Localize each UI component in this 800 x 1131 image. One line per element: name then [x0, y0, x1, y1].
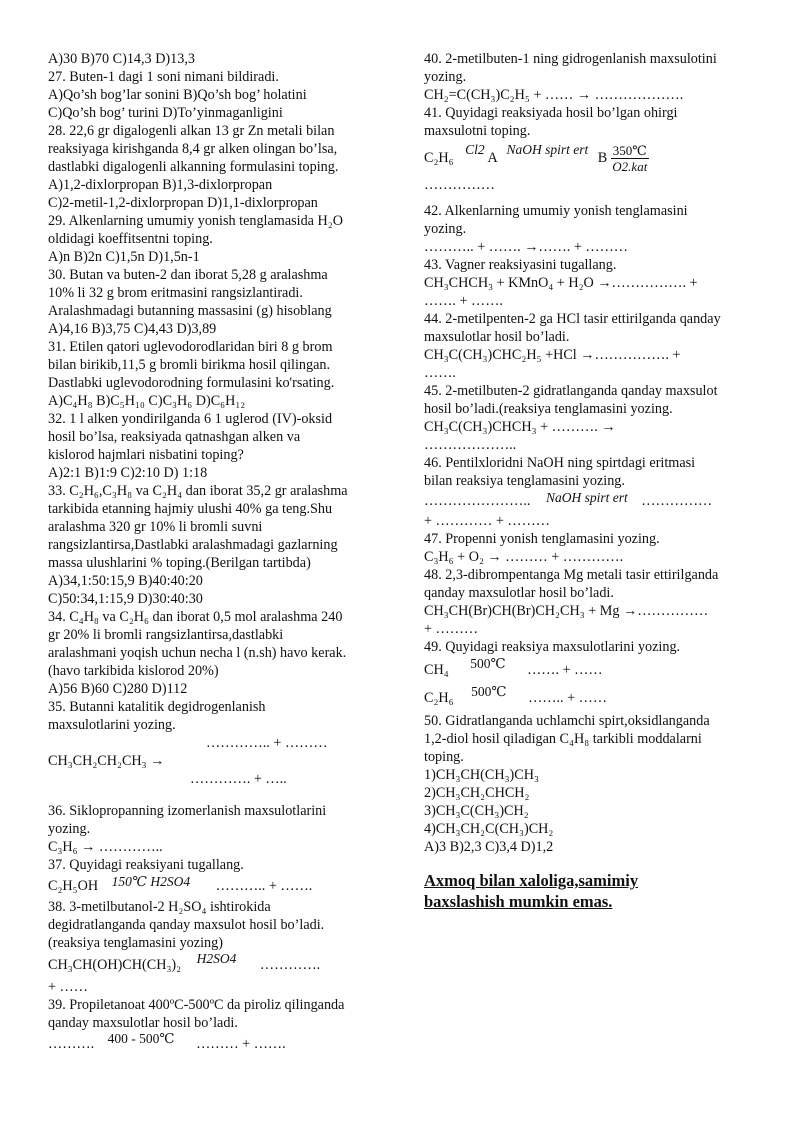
- q37-catalyst: 150℃ H2SO4: [111, 874, 191, 889]
- text-line: 43. Vagner reaksiyasini tugallang.: [424, 257, 617, 273]
- text-line: 50. Gidratlanganda uchlamchi spirt,oksidlanganda: [424, 713, 710, 729]
- text-line: Aralashmadagi butanning massasini (g) hisoblang: [48, 303, 332, 319]
- text-line: 37. Quyidagi reaksiyani tugallang.: [48, 857, 244, 873]
- text-line: 40. 2-metilbuten-1 ning gidrogenlanish maxsulotini: [424, 51, 717, 67]
- text-line: 3)CH₃C(CH₃)CH₂: [424, 803, 529, 819]
- q49-catalyst-1: 500℃: [470, 656, 506, 671]
- q39-blank: ……… + …….: [196, 1036, 286, 1052]
- text-line: 1)CH₃CH(CH₃)CH₃: [424, 767, 539, 783]
- text-line: qanday maxsulotlar hosil bo’ladi.: [424, 585, 614, 601]
- text-line: 2)CH₃CH₂CHCH₂: [424, 785, 530, 801]
- text-line: CH₃C(CH₃)CHC₂H₅ +HCl →……………. +: [424, 347, 681, 363]
- q41-catalyst: O2.kat: [612, 159, 648, 175]
- left-column: [48, 50, 388, 1056]
- text-line: 36. Siklopropanning izomerlanish maxsulotlarini: [48, 803, 327, 819]
- q41-blank: ……………: [424, 177, 495, 193]
- text-line: A)2:1 B)1:9 C)2:10 D) 1:18: [48, 465, 208, 481]
- text-line: yozing.: [424, 221, 467, 237]
- q35-blank-1: ………….. + ………: [206, 735, 328, 751]
- text-line: (reaksiya tenglamasini yozing): [48, 935, 223, 951]
- text-line: …….: [424, 365, 456, 381]
- text-line: 44. 2-metilpenten-2 ga HCl tasir ettirilganda qanday: [424, 311, 721, 327]
- text-line: kislorod hajmlari nisbatini toping?: [48, 447, 244, 463]
- q38-blank: ………….: [259, 957, 321, 973]
- text-line: aralashmani yoqish uchun necha l (n.sh) havo kerak.: [48, 645, 347, 661]
- text-line: qanday maxsulotlar hosil bo’ladi.: [48, 1015, 238, 1031]
- text-line: 31. Etilen qatori uglevodorodlaridan biri 8 g brom: [48, 339, 333, 355]
- text-line: yozing.: [48, 821, 91, 837]
- text-line: 1,2-diol hosil qiladigan C₄H₈ tarkibli moddalarni: [424, 731, 702, 747]
- text-line: ……. + …….: [424, 293, 503, 309]
- text-line: 42. Alkenlarning umumiy yonish tenglamasini: [424, 203, 688, 219]
- text-line: 47. Propenni yonish tenglamasini yozing.: [424, 531, 660, 547]
- q37-blank: ……….. + …….: [215, 878, 313, 894]
- text-line: C)Qo’sh bog’ turini D)To’yinmaganligini: [48, 105, 283, 121]
- q38-tail: + ……: [48, 979, 88, 995]
- text-line: gr 20% li bromli rangsizlantirsa,dastlabki: [48, 627, 284, 643]
- text-line: CH₃CH(Br)CH(Br)CH₂CH₃ + Mg →……………: [424, 603, 709, 619]
- text-line: 49. Quyidagi reaksiya maxsulotlarini yozing.: [424, 639, 681, 655]
- text-line: hosil bo’ladi.(reaksiya tenglamasini yozing.: [424, 401, 673, 417]
- q49-ch4: CH₄: [424, 662, 449, 678]
- right-column: [424, 50, 760, 912]
- text-line: 27. Buten-1 dagi 1 soni nimani bildiradi.: [48, 69, 279, 85]
- left-text-block: [48, 50, 388, 734]
- text-line: + ………: [424, 621, 479, 637]
- text-line: A)34,1:50:15,9 B)40:40:20: [48, 573, 203, 589]
- q41-b: B: [597, 150, 608, 166]
- text-line: oldidagi koeffitsentni toping.: [48, 231, 213, 247]
- q41-conditions: [611, 143, 649, 174]
- q46-blank: …………………..: [424, 493, 531, 509]
- text-line: degidratlanganda qanday maxsulot hosil bo’ladi.: [48, 917, 325, 933]
- text-line: A)n B)2n C)1,5n D)1,5n-1: [48, 249, 200, 265]
- motto-line-1: Axmoq bilan xaloliga,samimiy: [424, 871, 639, 890]
- text-line: 33. C₂H₆,C₃H₈ va C₂H₄ dan iborat 35,2 gr aralashma: [48, 483, 348, 499]
- q46-equation: [424, 490, 760, 512]
- q39-equation: [48, 1032, 388, 1056]
- text-line: 28. 22,6 gr digalogenli alkan 13 gr Zn metali bilan: [48, 123, 335, 139]
- text-line: ………………..: [424, 437, 517, 453]
- q49-blank-1: ……. + ……: [527, 662, 603, 678]
- q49-equation-2: [424, 684, 760, 712]
- text-line: 41. Quyidagi reaksiyada hosil bo’lgan ohirgi: [424, 105, 678, 121]
- text-line: A)C₄H₈ B)C₅H₁₀ C)C₃H₆ D)C₆H₁₂: [48, 393, 246, 409]
- text-line: rangsizlantirsa,Dastlabki aralashmadagi gazlarning: [48, 537, 338, 553]
- text-line: + ………… + ………: [424, 513, 550, 529]
- q46-blank-2: ……………: [641, 493, 713, 509]
- right-text-block: [424, 50, 760, 140]
- q35-formula: CH₃CH₂CH₂CH₃ →: [48, 753, 165, 769]
- right-text-block-2: [424, 202, 760, 490]
- text-line: 38. 3-metilbutanol-2 H₂SO₄ ishtirokida: [48, 899, 271, 915]
- text-line: tarkibida etanning hajmiy ulushi 40% ga teng.Shu: [48, 501, 333, 517]
- q39-block: [48, 996, 388, 1032]
- text-line: A)30 B)70 C)14,3 D)13,3: [48, 51, 195, 67]
- text-line: aralashma 320 gr 10% li bromli suvni: [48, 519, 263, 535]
- text-line: dastlabki digalogenli alkanning formulasini toping.: [48, 159, 339, 175]
- motto-line-2: baxslashish mumkin emas.: [424, 892, 613, 911]
- text-line: C₃H₆ → …………..: [48, 839, 163, 855]
- text-line: C)2-metil-1,2-dixlorpropan D)1,1-dixlorpropan: [48, 195, 318, 211]
- text-line: (havo tarkibida kislorod 20%): [48, 663, 219, 679]
- q37-formula: C₂H₅OH: [48, 878, 99, 894]
- text-line: 32. 1 l alken yondirilganda 6 1 uglerod (IV)-oksid: [48, 411, 333, 427]
- text-line: A)4,16 B)3,75 C)4,43 D)3,89: [48, 321, 217, 337]
- text-line: 35. Butanni katalitik degidrogenlanish: [48, 699, 266, 715]
- q41-reactant: C₂H₆: [424, 150, 454, 166]
- text-line: maxsulotlar hosil bo’ladi.: [424, 329, 570, 345]
- text-line: hosil bo’lsa, reaksiyada qatnashgan alken va: [48, 429, 301, 445]
- text-line: A)Qo’sh bog’lar sonini B)Qo’sh bog’ holatini: [48, 87, 307, 103]
- text-line: maxsulotlarini yozing.: [48, 717, 176, 733]
- text-line: A)56 B)60 C)280 D)112: [48, 681, 188, 697]
- q38-block: [48, 898, 388, 952]
- q49-equation-1: [424, 656, 760, 684]
- text-line: Dastlabki uglevodorodning formulasini ko'rsating.: [48, 375, 335, 391]
- q35-blank-2: …………. + …..: [190, 771, 287, 787]
- q46-catalyst: NaOH spirt ert: [545, 490, 628, 505]
- text-line: 48. 2,3-dibrompentanga Mg metali tasir ettirilganda: [424, 567, 719, 583]
- q37-equation: [48, 874, 388, 898]
- text-line: toping.: [424, 749, 464, 765]
- text-line: A)3 B)2,3 C)3,4 D)1,2: [424, 839, 554, 855]
- text-line: maxsulotni toping.: [424, 123, 531, 139]
- text-line: 4)CH₃CH₂C(CH₃)CH₂: [424, 821, 554, 837]
- q38-equation: [48, 952, 388, 978]
- text-line: bilan reaksiya tenglamasini yozing.: [424, 473, 625, 489]
- text-line: 30. Butan va buten-2 dan iborat 5,28 g aralashma: [48, 267, 328, 283]
- q38-catalyst: H2SO4: [196, 951, 237, 966]
- q39-catalyst: 400 - 500℃: [107, 1031, 175, 1046]
- text-line: massa ulushlarini % toping.(Berilgan tartibda): [48, 555, 311, 571]
- q38-formula: CH₃CH(OH)CH(CH₃)₂: [48, 957, 182, 973]
- q49-catalyst-2: 500℃: [471, 684, 507, 699]
- q49-blank-2: …….. + ……: [528, 690, 608, 706]
- q41-cl2: Cl2: [465, 142, 485, 157]
- text-line: bilan birikib,11,5 g bromli birikma hosil qilingan.: [48, 357, 331, 373]
- text-line: reaksiyaga kirishganda 8,4 gr alken olingan bo’lsa,: [48, 141, 338, 157]
- q49-c2h6: C₂H₆: [424, 690, 454, 706]
- text-line: ……….. + ……. →……. + ………: [424, 239, 628, 255]
- text-line: CH₃CHCH₃ + KMnO₄ + H₂O →……………. +: [424, 275, 698, 291]
- q41-temp: 350℃: [612, 143, 647, 159]
- q39-start: ……….: [48, 1036, 95, 1052]
- text-line: 29. Alkenlarning umumiy yonish tenglamasida H₂O: [48, 213, 343, 229]
- text-line: 39. Propiletanoat 400ºC-500ºC da piroliz qilinganda: [48, 997, 345, 1013]
- q41-equation: [424, 140, 760, 176]
- right-text-block-3: [424, 512, 760, 656]
- text-line: 10% li 32 g brom eritmasini rangsizlantiradi.: [48, 285, 303, 301]
- text-line: 45. 2-metilbuten-2 gidratlanganda qanday maxsulot: [424, 383, 718, 399]
- q41-naoh: NaOH spirt ert: [506, 142, 589, 157]
- text-line: 34. C₄H₈ va C₂H₆ dan iborat 0,5 mol aralashma 240: [48, 609, 343, 625]
- text-line: CH₃C(CH₃)CHCH₃ + ………. →: [424, 419, 616, 435]
- text-line: yozing.: [424, 69, 467, 85]
- text-line: 46. Pentilxloridni NaOH ning spirtdagi eritmasi: [424, 455, 696, 471]
- text-line: A)1,2-dixlorpropan B)1,3-dixlorpropan: [48, 177, 273, 193]
- text-line: C)50:34,1:15,9 D)30:40:30: [48, 591, 203, 607]
- text-line: C₃H₆ + O₂ → ……… + ………….: [424, 549, 624, 565]
- q41-a: A: [487, 150, 497, 166]
- text-line: CH₂=C(CH₃)C₂H₅ + …… → ……………….: [424, 87, 684, 103]
- right-text-block-4: [424, 712, 760, 856]
- q36-block: [48, 802, 388, 874]
